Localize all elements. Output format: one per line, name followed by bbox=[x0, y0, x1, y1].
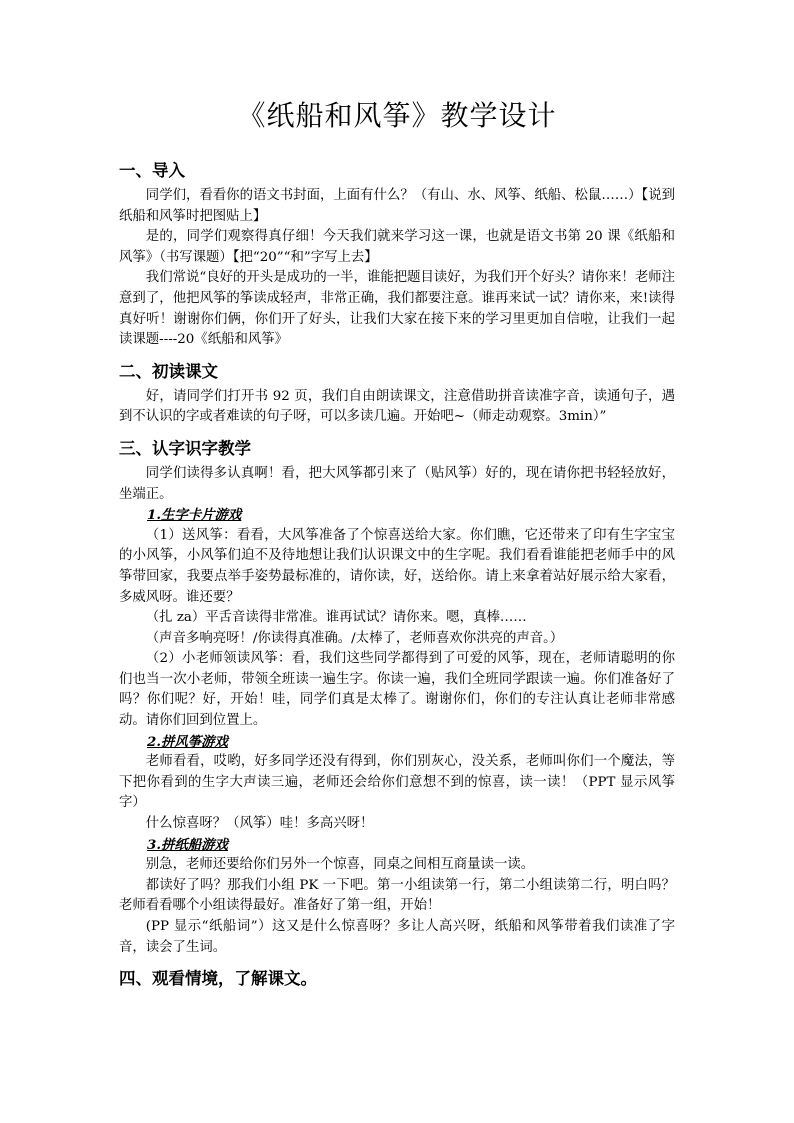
game-heading-kite-puzzle: 2.拼风筝游戏 bbox=[147, 733, 228, 750]
document-title: 《纸船和风筝》教学设计 bbox=[237, 99, 557, 132]
section-heading-context-viewing: 四、观看情境，了解课文。 bbox=[119, 969, 317, 989]
game-heading-character-cards: 1.生字卡片游戏 bbox=[147, 507, 242, 524]
paragraph: 老师看看，哎哟，好多同学还没有得到，你们别灰心，没关系，老师叫你们一个魔法，等下把你看到的生字大声读三遍，老师还会给你们意想不到的惊喜，读一读！（PPT 显示风筝字） bbox=[119, 754, 675, 811]
game-heading-paper-boat-puzzle: 3.拼纸船游戏 bbox=[147, 836, 228, 853]
document-page bbox=[119, 96, 675, 994]
section-heading-intro: 一、导入 bbox=[119, 161, 185, 180]
paragraph: 别急，老师还要给你们另外一个惊喜，同桌之间相互商量读一读。 bbox=[145, 857, 535, 873]
paragraph: （1）送风筝：看看，大风筝准备了个惊喜送给大家。你们瞧，它还带来了印有生字宝宝的小风筝，小风筝们迫不及待地想让我们认识课文中的生字呢。我们看看谁能把老师手中的风筝带回家，我要点举手姿势最标准的，请你读，好，送给你。请上来拿着站好展示给大家看，多威风呀。谁还要？ bbox=[119, 527, 675, 605]
paragraph: 都读好了吗？那我们小组 PK 一下吧。第一小组读第一行，第二小组读第二行，明白吗？老师看看哪个小组读得最好。准备好了第一组，开始！ bbox=[119, 877, 675, 914]
paragraph: 同学们，看看你的语文书封面，上面有什么？（有山、水、风筝、纸船、松鼠……）【说到纸船和风筝时把图贴上】 bbox=[119, 188, 675, 224]
section-heading-character-teaching: 三、认字识字教学 bbox=[119, 438, 251, 458]
paragraph: 什么惊喜呀？（风筝）哇！多高兴呀！ bbox=[145, 816, 374, 832]
paragraph: 我们常说“良好的开头是成功的一半，谁能把题目读好，为我们开个好头？请你来！老师注意到了，他把风筝的筝读成轻声，非常正确，我们都要注意。谁再来试一试？请你来，来!读得真好听！谢谢你们俩，你们开了好头，让我们大家在接下来的学习里更加自信啦，让我们一起读课题----20《纸船和风筝》 bbox=[119, 270, 675, 348]
section-heading-first-reading: 二、初读课文 bbox=[119, 361, 218, 381]
paragraph: （声音多响亮呀！/你读得真准确。/太棒了，老师喜欢你洪亮的声音。） bbox=[145, 630, 564, 646]
paragraph: （扎 za）平舌音读得非常准。谁再试试？请你来。嗯，真棒…… bbox=[145, 610, 527, 626]
paragraph: 是的，同学们观察得真仔细！今天我们就来学习这一课，也就是语文书第 20 课《纸船和风筝》（书写课题）【把“20”“和”字写上去】 bbox=[119, 229, 675, 265]
paragraph: 好，请同学们打开书 92 页，我们自由朗读课文，注意借助拼音读准字音，读通句子，遇到不认识的字或者难读的句子呀，可以多读几遍。开始吧~（师走动观察。3min）” bbox=[119, 388, 675, 425]
paragraph: 同学们读得多认真啊！看，把大风筝都引来了（贴风筝）好的，现在请你把书轻轻放好，坐端正。 bbox=[119, 465, 675, 502]
paragraph: （2）小老师领读风筝：看，我们这些同学都得到了可爱的风筝，现在，老师请聪明的你们也当一次小老师，带领全班读一遍生字。你读一遍，我们全班同学跟读一遍。你们准备好了吗？你们呢？好，开始！哇，同学们真是太棒了。谢谢你们，你们的专注认真让老师非常感动。请你们回到位置上。 bbox=[119, 651, 675, 729]
paragraph: (PP 显示“纸船词”）这又是什么惊喜呀？多让人高兴呀，纸船和风筝带着我们读准了字音，读会了生词。 bbox=[119, 919, 675, 955]
